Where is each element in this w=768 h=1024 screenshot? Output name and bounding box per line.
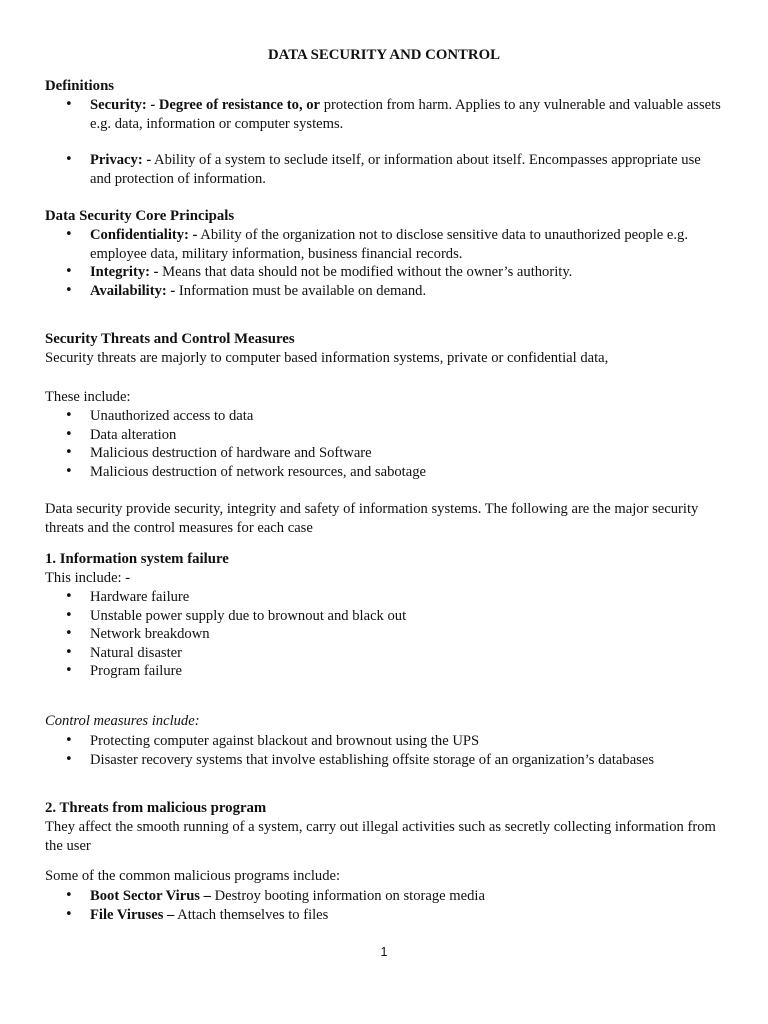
section2-heading: 2. Threats from malicious program bbox=[45, 800, 267, 816]
list-item: • Natural disaster bbox=[45, 644, 725, 663]
list-item bbox=[45, 906, 725, 925]
definition-text: protection from harm. Applies to any vulnerable and valuable assets e.g. data, information or computer systems. bbox=[90, 97, 721, 132]
threats-heading: Security Threats and Control Measures bbox=[45, 331, 295, 347]
list-item: • Disaster recovery systems that involve establishing offsite storage of an organization’s databases bbox=[45, 751, 725, 770]
principle-text: Ability of the organization not to disclose sensitive data to unauthorized people e.g. employee data, military information, business financial records. bbox=[90, 227, 688, 262]
term: Integrity: - bbox=[90, 264, 159, 280]
document-title: DATA SECURITY AND CONTROL bbox=[268, 47, 500, 63]
principles-list bbox=[45, 226, 725, 300]
list-item bbox=[45, 96, 725, 133]
section2-common-label: Some of the common malicious programs include: bbox=[45, 868, 341, 884]
list-item: • Unstable power supply due to brownout and black out bbox=[45, 607, 725, 626]
malicious-programs-list bbox=[45, 887, 725, 924]
threats-include-label: These include: bbox=[45, 389, 131, 405]
definition-text: Ability of a system to seclude itself, or information about itself. Encompasses appropriate use and protection of information. bbox=[90, 152, 701, 187]
list-item bbox=[45, 282, 725, 301]
list-item: • Data alteration bbox=[45, 426, 725, 445]
list-item: • Protecting computer against blackout and brownout using the UPS bbox=[45, 732, 725, 751]
list-item: • Network breakdown bbox=[45, 625, 725, 644]
control-measures-label: Control measures include: bbox=[45, 713, 200, 729]
principle-text: Information must be available on demand. bbox=[175, 282, 427, 299]
control-measures-list bbox=[45, 732, 725, 769]
definitions-list bbox=[45, 96, 725, 188]
page-number: 1 bbox=[380, 945, 388, 959]
term: Boot Sector Virus – bbox=[90, 888, 211, 904]
list-item: • Unauthorized access to data bbox=[45, 407, 725, 426]
program-text: Destroy booting information on storage media bbox=[210, 888, 485, 904]
list-item: • Hardware failure bbox=[45, 588, 725, 607]
section1-intro: This include: - bbox=[45, 570, 131, 586]
section1-list bbox=[45, 588, 725, 681]
principles-heading: Data Security Core Principals bbox=[45, 208, 235, 224]
term: Confidentiality: - bbox=[90, 227, 198, 243]
list-item: • Malicious destruction of network resources, and sabotage bbox=[45, 463, 725, 482]
term: Availability: - bbox=[90, 282, 176, 299]
term: Privacy: - bbox=[90, 152, 152, 168]
threats-intro: Security threats are majorly to computer based information systems, private or confidential data, bbox=[45, 350, 609, 366]
program-text: Attach themselves to files bbox=[174, 906, 329, 923]
definitions-heading: Definitions bbox=[45, 78, 115, 94]
list-item: • Program failure bbox=[45, 662, 725, 681]
list-item bbox=[45, 263, 725, 282]
list-item bbox=[45, 151, 725, 188]
term: File Viruses – bbox=[90, 906, 175, 923]
list-item bbox=[45, 226, 725, 263]
principle-text: Means that data should not be modified without the owner’s authority. bbox=[158, 264, 573, 280]
threats-summary: Data security provide security, integrity and safety of information systems. The following are the major security threats and the control measures for each case bbox=[45, 501, 699, 536]
term: Security: - Degree of resistance to, or bbox=[90, 97, 321, 113]
list-item bbox=[45, 887, 725, 906]
section1-heading: 1. Information system failure bbox=[45, 551, 229, 567]
threats-list bbox=[45, 407, 725, 481]
list-item: • Malicious destruction of hardware and Software bbox=[45, 444, 725, 463]
section2-intro: They affect the smooth running of a system, carry out illegal activities such as secretly collecting information from the user bbox=[45, 819, 716, 854]
